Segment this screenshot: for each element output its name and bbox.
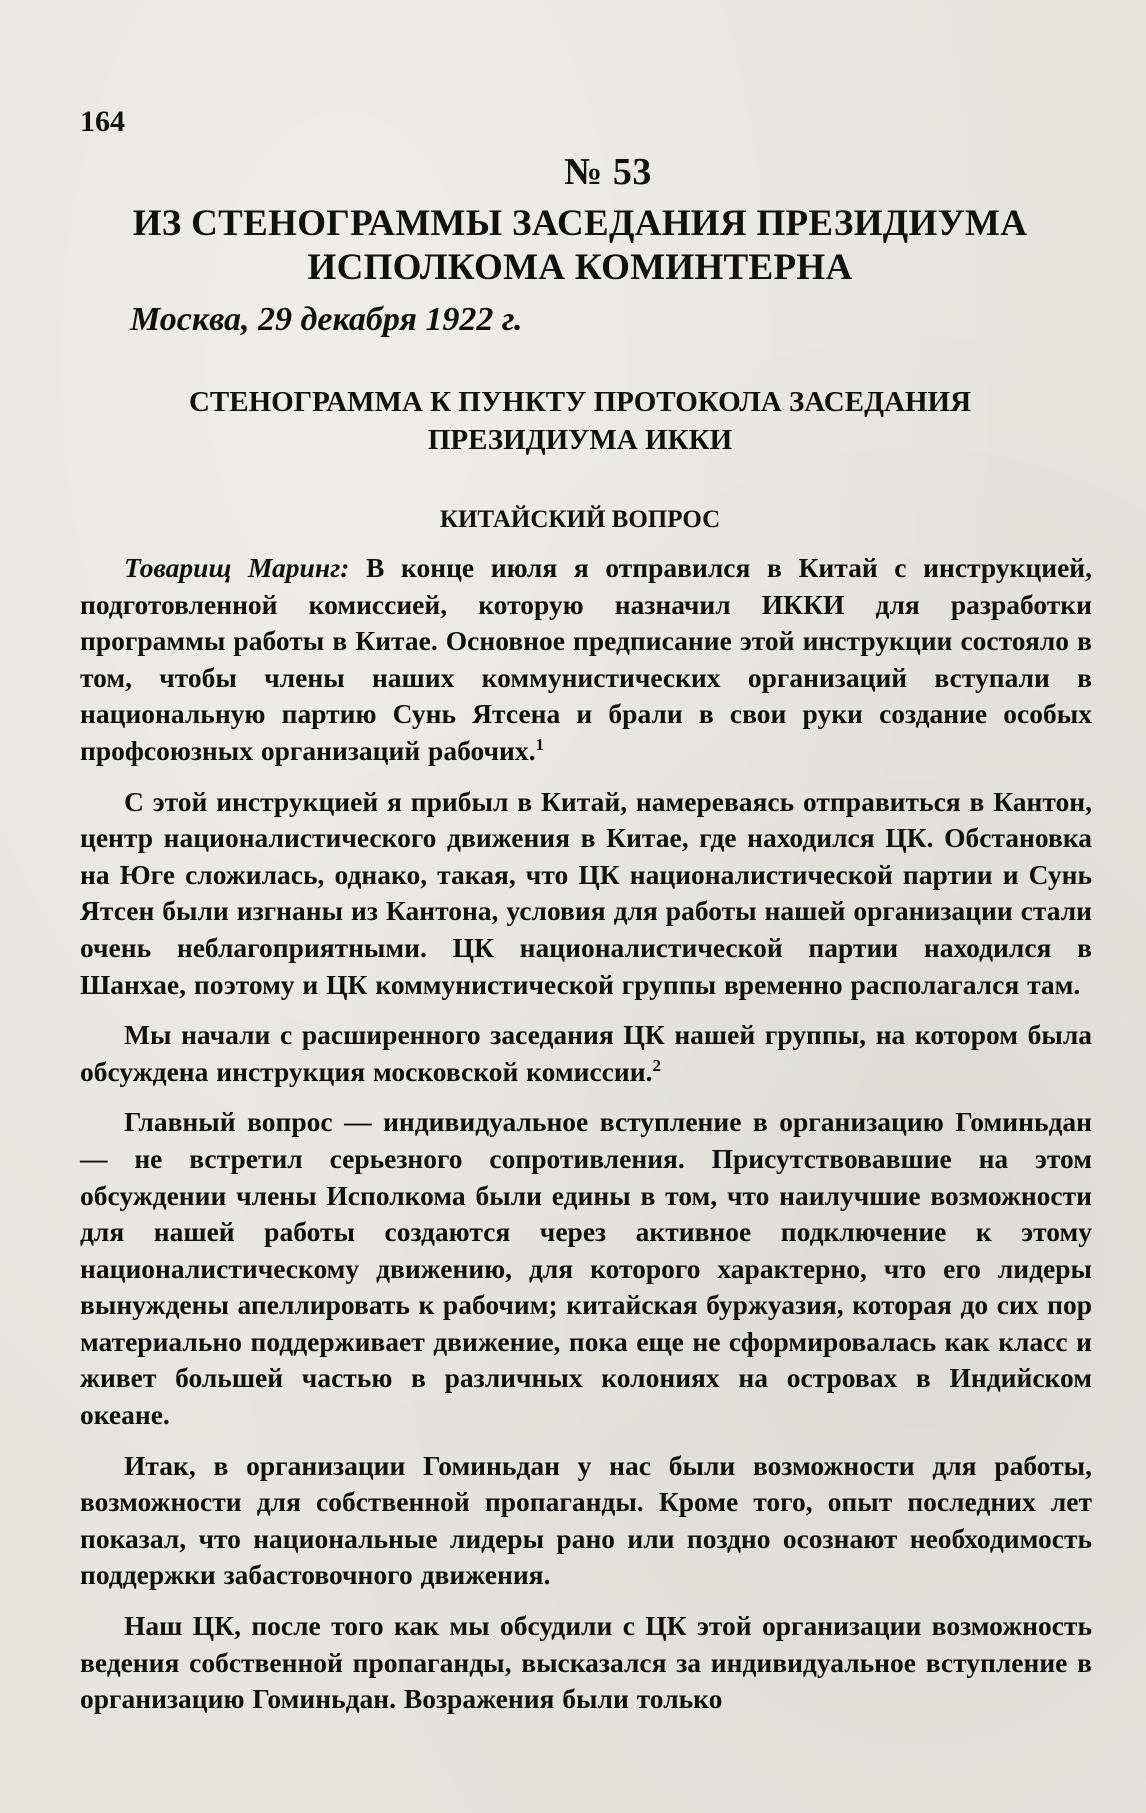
subsection-title: КИТАЙСКИЙ ВОПРОС bbox=[439, 506, 721, 533]
paragraph-4: Главный вопрос — индивидуальное вступление в организацию Гоминьдан — не встретил серьезного сопротивления. Присутствовавшие на этом обсуждении члены Исполкома были едины в том, что наилучшие возможности для нашей работы создаются через активное подключение к этому националистическому движению, для которого характерно, что его лидеры вынуждены апеллировать к рабочим; китайская буржуазия, которая до сих пор материально поддерживает движение, пока еще не сформировалась как класс и живет большей частью в различных колониях на островах в Индийском океане. bbox=[80, 1106, 1092, 1431]
section-title-line-2: ПРЕЗИДИУМА ИККИ bbox=[427, 424, 733, 456]
paragraph-2: С этой инструкцией я прибыл в Китай, намереваясь отправиться в Кантон, центр националистического движения в Китае, где находился ЦК. Обстановка на Юге сложилась, однако, такая, что ЦК националистической партии и Сунь Ятсен были изгнаны из Кантона, условия для работы нашей организации стали очень неблагоприятными. ЦК националистической партии находился в Шанхае, поэтому и ЦК коммунистической группы временно располагался там. bbox=[80, 785, 1092, 1000]
paragraph-1-text: В конце июля я отправился в Китай с инструкцией, подготовленной комиссией, которую назначил ИККИ для разработки программы работы в Китае. Основное предписание этой инструкции состояло в том, чтобы члены наших коммунистических организаций вступали в национальную партию Сунь Ятсена и брали в свои руки создание особых профсоюзных организаций рабочих. bbox=[80, 552, 1093, 766]
document-title-line-2: ИСПОЛКОМА КОМИНТЕРНА bbox=[307, 247, 853, 288]
page-number: 164 bbox=[80, 105, 125, 138]
paragraph-3 bbox=[80, 1017, 1092, 1090]
section-title-line-1: СТЕНОГРАММА К ПУНКТУ ПРОТОКОЛА ЗАСЕДАНИЯ bbox=[188, 386, 972, 418]
document-number: № 53 bbox=[564, 151, 652, 193]
body-text bbox=[80, 550, 1092, 1732]
document-title-line-1: ИЗ СТЕНОГРАММЫ ЗАСЕДАНИЯ ПРЕЗИДИУМА bbox=[132, 203, 1028, 244]
place-and-date: Москва, 29 декабря 1922 г. bbox=[130, 301, 523, 338]
paragraph-6: Наш ЦК, после того как мы обсудили с ЦК этой организации возможность ведения собственной пропаганды, высказался за индивидуальное вступление в организацию Гоминьдан. Возражения были только bbox=[80, 1610, 1092, 1715]
speaker-name: Товарищ Маринг: bbox=[124, 552, 350, 583]
footnote-ref-1: 1 bbox=[535, 734, 545, 754]
paragraph-3-text: Мы начали с расширенного заседания ЦК нашей группы, на котором была обсуждена инструкция московской комиссии. bbox=[80, 1019, 1092, 1087]
document-title bbox=[120, 202, 1040, 290]
paragraph-5: Итак, в организации Гоминьдан у нас были возможности для работы, возможности для собственной пропаганды. Кроме того, опыт последних лет показал, что национальные лидеры рано или поздно осознают необходимость поддержки забастовочного движения. bbox=[80, 1449, 1092, 1591]
footnote-ref-2: 2 bbox=[652, 1055, 661, 1075]
paragraph-1 bbox=[80, 550, 1092, 770]
section-title bbox=[100, 383, 1060, 459]
